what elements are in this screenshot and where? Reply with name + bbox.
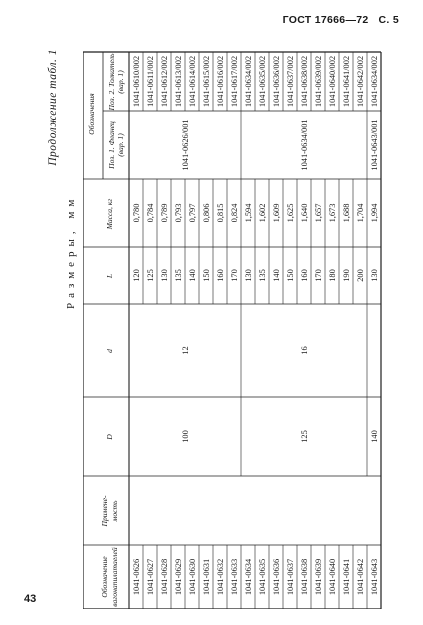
cell-pusher: 1041-0616/002 xyxy=(216,55,225,108)
rotated-table-area xyxy=(45,49,390,609)
cell-pusher: 1041-0640/002 xyxy=(328,55,337,108)
col-L-header: L xyxy=(105,273,114,279)
cell-mass: 1,602 xyxy=(258,203,267,223)
cell-flange-group-1: 1041-0626/001 xyxy=(181,119,190,171)
cell-L: 130 xyxy=(370,269,379,282)
cell-pusher: 1041-0617/002 xyxy=(230,55,239,108)
cell-mass: 1,625 xyxy=(286,203,295,223)
cell-L: 180 xyxy=(328,269,337,282)
cell-mass: 0,806 xyxy=(202,203,211,223)
cell-pusher: 1041-0615/002 xyxy=(202,55,211,108)
cell-L: 170 xyxy=(314,269,323,282)
dimensions-title: Размеры, мм xyxy=(65,194,77,309)
cell-pusher: 1041-0613/002 xyxy=(174,55,183,108)
cell-designation: 1041-0628 xyxy=(160,558,169,596)
cell-pusher: 1041-0614/002 xyxy=(188,55,197,108)
cell-mass: 0,780 xyxy=(132,203,141,223)
cell-d-group-1: 12 xyxy=(181,346,190,355)
col-designation-header-1: Обозначение xyxy=(100,556,109,598)
page-number: 43 xyxy=(24,593,37,605)
col-D-header: D xyxy=(105,434,114,440)
cell-L: 190 xyxy=(342,269,351,282)
cell-L: 170 xyxy=(230,269,239,282)
col-mass-header: Масса, кг xyxy=(105,198,114,230)
cell-designation: 1041-0637 xyxy=(286,558,295,596)
table-grid xyxy=(83,52,381,609)
col-flange-header-1: Поз. 1. Фланец xyxy=(107,121,116,169)
cell-L: 200 xyxy=(356,269,365,282)
col-group-header: Обозначения xyxy=(87,93,96,135)
cell-L: 160 xyxy=(216,269,225,282)
cell-designation: 1041-0638 xyxy=(300,558,309,596)
cell-designation: 1041-0633 xyxy=(230,558,239,596)
cell-L: 150 xyxy=(286,269,295,282)
cell-pusher: 1041-0612/002 xyxy=(160,55,169,108)
cell-L: 135 xyxy=(174,269,183,282)
table-body xyxy=(132,56,379,595)
cell-D-group-3: 140 xyxy=(370,430,379,443)
cell-flange-group-2: 1041-0634/001 xyxy=(300,119,309,171)
cell-designation: 1041-0634 xyxy=(244,558,253,596)
cell-mass: 0,824 xyxy=(230,203,239,223)
data-table xyxy=(83,49,387,609)
cell-mass: 1,704 xyxy=(356,203,365,223)
cell-mass: 1,640 xyxy=(300,203,309,223)
cell-mass: 1,594 xyxy=(244,203,253,223)
col-pusher-header-2: (вар. 1) xyxy=(116,70,125,94)
cell-L: 130 xyxy=(244,269,253,282)
cell-designation: 1041-0629 xyxy=(174,558,183,596)
cell-D-group-1: 100 xyxy=(181,430,190,443)
cell-mass: 1,994 xyxy=(370,203,379,223)
cell-mass: 1,688 xyxy=(342,203,351,223)
cell-pusher: 1041-0641/002 xyxy=(342,55,351,108)
cell-pusher: 1041-0637/002 xyxy=(286,55,295,108)
cell-pusher: 1041-0611/002 xyxy=(146,56,155,107)
cell-flange-group-3: 1041-0643/001 xyxy=(370,119,379,171)
col-flange-header-2: (вар. 1) xyxy=(116,133,125,157)
cell-designation: 1041-0630 xyxy=(188,558,197,596)
continuation-caption: Продолжение табл. 1 xyxy=(47,49,59,166)
page-label: С. 5 xyxy=(378,14,399,26)
cell-designation: 1041-0631 xyxy=(202,558,211,596)
cell-mass: 1,609 xyxy=(272,203,281,223)
table-header xyxy=(87,53,125,607)
cell-mass: 1,657 xyxy=(314,203,323,223)
cell-designation: 1041-0640 xyxy=(328,558,337,596)
cell-designation: 1041-0627 xyxy=(146,558,155,596)
col-designation-header-2: вагонапилатаелей xyxy=(110,547,119,607)
cell-L: 150 xyxy=(202,269,211,282)
cell-mass: 0,797 xyxy=(188,203,197,223)
cell-pusher: 1041-0635/002 xyxy=(258,55,267,108)
running-header xyxy=(273,14,399,26)
col-applicability-header-2: мость xyxy=(110,500,119,522)
cell-designation: 1041-0635 xyxy=(258,558,267,596)
cell-mass: 0,815 xyxy=(216,203,225,223)
cell-L: 120 xyxy=(132,269,141,282)
cell-pusher: 1041-0639/002 xyxy=(314,55,323,108)
cell-L: 135 xyxy=(258,269,267,282)
cell-pusher: 1041-0634/002 xyxy=(370,55,379,108)
cell-mass: 1,673 xyxy=(328,203,337,223)
cell-L: 125 xyxy=(146,269,155,282)
cell-designation: 1041-0641 xyxy=(342,558,351,596)
cell-pusher: 1041-0642/002 xyxy=(356,55,365,108)
cell-d-group-2: 16 xyxy=(300,346,309,355)
cell-designation: 1041-0626 xyxy=(132,558,141,596)
col-applicability-header-1: Примене- xyxy=(100,495,109,527)
cell-mass: 0,793 xyxy=(174,203,183,223)
standard-number: ГОСТ 17666—72 xyxy=(282,14,369,26)
col-pusher-header-1: Поз. 2. Толкатель xyxy=(107,53,116,111)
cell-designation: 1041-0639 xyxy=(314,558,323,596)
cell-pusher: 1041-0610/002 xyxy=(132,55,141,108)
cell-designation: 1041-0643 xyxy=(370,558,379,596)
cell-designation: 1041-0642 xyxy=(356,558,365,596)
cell-L: 130 xyxy=(160,269,169,282)
cell-mass: 0,784 xyxy=(146,203,155,223)
cell-pusher: 1041-0634/002 xyxy=(244,55,253,108)
cell-mass: 0,789 xyxy=(160,203,169,223)
cell-L: 160 xyxy=(300,269,309,282)
cell-pusher: 1041-0636/002 xyxy=(272,55,281,108)
cell-L: 140 xyxy=(272,269,281,282)
cell-designation: 1041-0632 xyxy=(216,558,225,596)
cell-designation: 1041-0636 xyxy=(272,558,281,596)
cell-pusher: 1041-0638/002 xyxy=(300,55,309,108)
cell-D-group-2: 125 xyxy=(300,430,309,443)
cell-L: 140 xyxy=(188,269,197,282)
col-d-header: d xyxy=(105,349,114,353)
